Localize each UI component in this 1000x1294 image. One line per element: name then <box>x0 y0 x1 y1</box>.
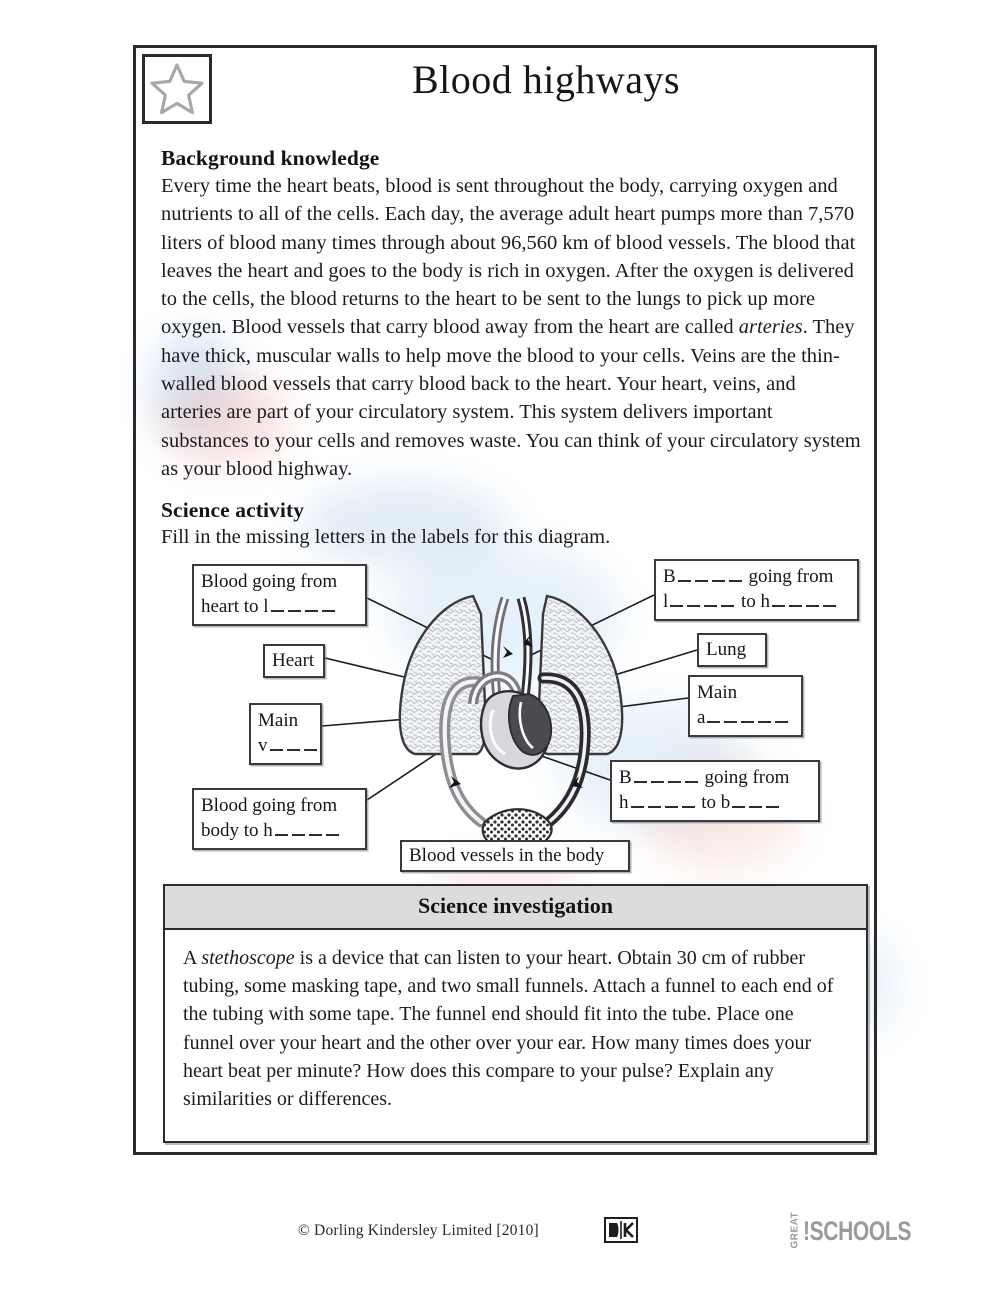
blank[interactable] <box>724 706 737 723</box>
blank[interactable] <box>287 734 300 751</box>
greatschools-great-text: GREAT <box>789 1211 801 1248</box>
copyright-text: © Dorling Kindersley Limited [2010] <box>298 1222 539 1239</box>
blank[interactable] <box>775 706 788 723</box>
background-text-part1: Every time the heart beats, blood is sent throughout the body, carrying oxygen and nutrients to all of the cells. Each day, the average adult heart pumps more than 7,570 liters of blood many times through about 96,560 km of blood vessels. The blood that leaves the heart and goes to the body is rich in oxygen. After the oxygen is delivered to the cells, the blood returns to the heart to be sent to the lungs to pick up more oxygen. Blood vessels that carry blood away from the heart are called <box>161 175 856 339</box>
blank[interactable] <box>665 791 678 808</box>
label-line-2 <box>201 818 358 843</box>
label-line-1 <box>663 564 850 589</box>
label-main-artery[interactable] <box>688 675 803 737</box>
blank[interactable] <box>305 595 318 612</box>
blank[interactable] <box>651 766 664 783</box>
blank[interactable] <box>304 734 317 751</box>
blank[interactable] <box>772 590 785 607</box>
label-line-2 <box>663 589 850 614</box>
label-prefix: a <box>697 707 706 728</box>
investigation-text-part2: is a device that can listen to your heart. Obtain 30 cm of rubber tubing, some masking tape, and two small funnels. Attach a funnel to each end of the tubing with some tape. The funnel end should fit into the tube. Place one funnel over your heart and the other over your ear. How many times does your heart beat per minute? How does this compare to your pulse? Explain any similarities or differences. <box>183 947 834 1111</box>
blank[interactable] <box>789 590 802 607</box>
blank[interactable] <box>275 819 288 836</box>
label-line-1: Blood going from <box>201 571 338 592</box>
activity-heading: Science activity <box>161 498 305 522</box>
label-prefix: v <box>258 735 268 756</box>
stethoscope-term: stethoscope <box>201 947 295 969</box>
label-line-1: Main <box>258 710 299 731</box>
label-prefix: h <box>619 792 629 813</box>
blank[interactable] <box>687 590 700 607</box>
label-prefix: heart to l <box>201 596 269 617</box>
page-footer <box>0 1212 1000 1272</box>
blank[interactable] <box>695 565 708 582</box>
label-prefix: B <box>619 767 632 788</box>
blank[interactable] <box>682 791 695 808</box>
label-main-vein[interactable] <box>249 703 322 765</box>
blank[interactable] <box>670 590 683 607</box>
blank[interactable] <box>729 565 742 582</box>
label-suffix: going from <box>748 566 834 587</box>
blank[interactable] <box>668 766 681 783</box>
star-icon <box>149 62 205 116</box>
label-line-1: Blood going from <box>201 795 338 816</box>
page-title: Blood highways <box>411 57 681 102</box>
activity-instruction: Fill in the missing letters in the labels for this diagram. <box>161 526 611 548</box>
background-paragraph <box>161 172 861 483</box>
investigation-text <box>165 930 866 1141</box>
blank[interactable] <box>326 819 339 836</box>
blank[interactable] <box>634 766 647 783</box>
label-blood-body-to-heart[interactable] <box>192 788 367 850</box>
blank[interactable] <box>631 791 644 808</box>
blank[interactable] <box>648 791 661 808</box>
blank[interactable] <box>749 791 762 808</box>
label-line-2 <box>619 790 811 815</box>
blank[interactable] <box>270 734 283 751</box>
label-lung[interactable]: Lung <box>697 633 767 667</box>
label-line-2 <box>697 705 794 730</box>
worksheet-header <box>136 48 874 130</box>
label-prefix: body to h <box>201 820 273 841</box>
blank[interactable] <box>758 706 771 723</box>
blank[interactable] <box>712 565 725 582</box>
blank[interactable] <box>823 590 836 607</box>
label-mid: to b <box>701 792 731 813</box>
label-prefix: l <box>663 591 669 612</box>
blank[interactable] <box>704 590 717 607</box>
blank[interactable] <box>288 595 301 612</box>
background-knowledge-section <box>161 146 861 483</box>
science-activity-section <box>161 498 861 551</box>
blank[interactable] <box>732 791 745 808</box>
blank[interactable] <box>678 565 691 582</box>
diagram-area <box>133 548 877 878</box>
label-blood-vessels-in-body[interactable]: Blood vessels in the body <box>400 840 630 872</box>
label-blood-lungs-to-heart[interactable] <box>654 559 859 621</box>
dk-logo-icon <box>604 1217 638 1243</box>
label-line-2 <box>201 594 358 619</box>
blank[interactable] <box>741 706 754 723</box>
star-icon-box <box>142 54 212 124</box>
investigation-heading: Science investigation <box>165 886 866 930</box>
label-line-2 <box>258 733 313 758</box>
label-line-1 <box>619 765 811 790</box>
blank[interactable] <box>806 590 819 607</box>
blank[interactable] <box>292 819 305 836</box>
label-mid: to h <box>741 591 771 612</box>
label-blood-heart-to-lungs[interactable] <box>192 564 367 626</box>
background-heading: Background knowledge <box>161 146 380 170</box>
blank[interactable] <box>271 595 284 612</box>
blank[interactable] <box>685 766 698 783</box>
background-text-part2: . They have thick, muscular walls to help move the blood to your cells. Veins are the thin-walled blood vessels that carry blood back to the heart. Your heart, veins, and arteries are part of your circulatory system. This system delivers important substances to your cells and removes waste. You can think of your circulatory system as your blood highway. <box>161 316 861 480</box>
label-prefix: B <box>663 566 676 587</box>
label-heart[interactable]: Heart <box>263 644 325 678</box>
investigation-text-part1: A <box>183 947 202 969</box>
arteries-term: arteries <box>738 316 803 339</box>
label-suffix: going from <box>704 767 790 788</box>
blank[interactable] <box>322 595 335 612</box>
label-line-1: Main <box>697 682 738 703</box>
blank[interactable] <box>309 819 322 836</box>
science-investigation-panel <box>163 884 868 1143</box>
blank[interactable] <box>707 706 720 723</box>
greatschools-schools-text: !SCHOOLS <box>803 1215 912 1246</box>
label-blood-heart-to-body[interactable] <box>610 760 820 822</box>
blank[interactable] <box>766 791 779 808</box>
blank[interactable] <box>721 590 734 607</box>
greatschools-logo <box>778 1211 912 1248</box>
